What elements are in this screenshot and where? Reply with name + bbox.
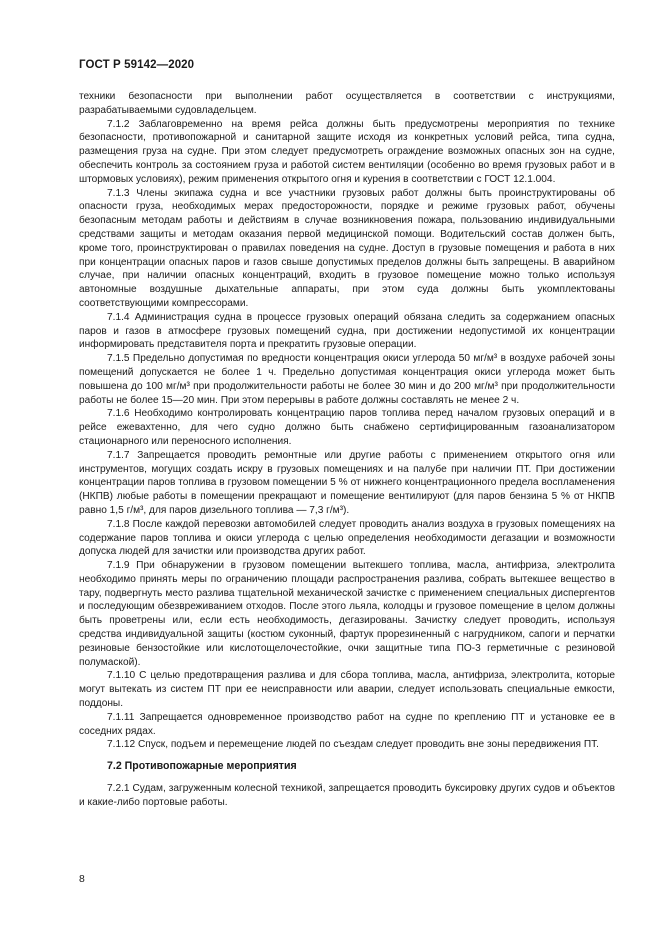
paragraph-continuation: техники безопасности при выполнении работ осуществляется в соответствии с инструкциями, разрабатываемыми судовладельцем. [79,91,615,116]
section-heading: 7.2 Противопожарные мероприятия [107,760,297,773]
paragraph-7-1-10: 7.1.10 С целью предотвращения разлива и для сбора топлива, масла, антифриза, электролита, которые могут вытекать из систем ПТ при ее неисправности или аварии, следует использовать специальные емкости, поддоны. [79,670,615,710]
paragraph-7-1-9: 7.1.9 При обнаружении в грузовом помещении вытекшего топлива, масла, антифриза, электролита необходимо принять меры по ограничению площади распространения разлива, собрать вытекшее вещество в тару, подвергнуть место разлива тщательной механической зачистке с применением специальных диспергентов и последующим обезвреживанием отходов. После этого льяла, колодцы и грузовое помещение в целом должны быть проветрены или, если есть необходимость, дегазированы. Зачистку следует проводить, используя средства индивидуальной защиты (костюм суконный, фартук прорезиненный с нагрудником, сапоги и перчатки резиновые бензостойкие или кислотощелочестойкие, очки защитные типа ПО-3 герметичные с резиновой полумаской). [79,560,615,668]
paragraph-7-2-1: 7.2.1 Судам, загруженным колесной техникой, запрещается проводить буксировку других судов и объектов и какие-либо портовые работы. [79,783,615,808]
paragraph-7-1-8: 7.1.8 После каждой перевозки автомобилей следует проводить анализ воздуха в грузовых помещениях на содержание паров топлива и окиси углерода с целью определения необходимости дегазации и возможности допуска людей для зачистки или производства других работ. [79,518,615,558]
paragraph-7-1-7: 7.1.7 Запрещается проводить ремонтные или другие работы с применением открытого огня или инструментов, могущих создать искру в грузовых помещениях и на палубе при наличии ПТ. При достижении концентрации паров топлива в грузовом помещении 5 % от нижнего концентрационного предела воспламенения (НКПВ) любые работы в помещении прекращают и помещение вентилируют (для паров бензина 5 % от НКПВ равно 1,5 г/м³, для паров дизельного топлива — 7,3 г/м³). [79,449,615,516]
document-body [79,90,615,810]
paragraph-7-1-4: 7.1.4 Администрация судна в процессе грузовых операций обязана следить за содержанием опасных паров и газов в атмосфере грузовых помещений судна, при достижении недопустимой их концентрации информировать представителя порта и прекратить грузовые операции. [79,311,615,351]
paragraph-7-1-12: 7.1.12 Спуск, подъем и перемещение людей по съездам следует проводить вне зоны передвижения ПТ. [107,739,599,751]
paragraph-7-1-6: 7.1.6 Необходимо контролировать концентрацию паров топлива перед началом грузовых операций и в рейсе ежевахтенно, для чего судно должно быть снабжено сертифицированным газоанализатором стационарного или переносного исполнения. [79,408,615,447]
paragraph-7-1-2: 7.1.2 Заблаговременно на время рейса должны быть предусмотрены мероприятия по технике безопасности, противопожарной и санитарной защите исходя из конкретных условий рейса, типа судна, размещения груза на судне. При этом следует предусмотреть ограждение возможных опасных зон на судне, обеспечить контроль за состоянием груза и работой систем вентиляции (особенно во время грузовых работ и в штормовых условиях), режим применения открытого огня и курения в соответствии с ГОСТ 12.1.004. [79,118,615,185]
page-number: 8 [79,874,85,885]
paragraph-7-1-5: 7.1.5 Предельно допустимая по вредности концентрация окиси углерода 50 мг/м³ в воздухе рабочей зоны помещений допускается не более 1 ч. Предельно допустимая концентрация окиси углерода может быть повышена до 100 мг/м³ при продолжительности работы не более 30 мин и до 200 мг/м³ при продолжительности работы не более 15—20 мин. При этом перерывы в работе должны составлять не менее 2 ч. [79,353,615,406]
paragraph-7-1-3: 7.1.3 Члены экипажа судна и все участники грузовых работ должны быть проинструктированы об опасности груза, необходимых мерах предосторожности, порядке и режиме грузовых работ, обучены безопасным методам работы и действиям в случае возникновения пожара, пользованию индивидуальными средствами защиты и методам оказания первой медицинской помощи. Водительский состав должен быть, кроме того, проинструктирован о правилах поведения на судне. Доступ в грузовые помещения и работа в них при концентрации опасных паров и газов свыше допустимых пределов должны быть запрещены. В аварийном случае, при наличии опасных концентраций, входить в грузовое помещение можно только используя автономные воздушные дыхательные аппараты, при этом суда должны быть укомплектованы соответствующими компрессорами. [79,187,615,309]
document-header: ГОСТ Р 59142—2020 [79,59,195,71]
paragraph-7-1-11: 7.1.11 Запрещается одновременное производство работ на судне по креплению ПТ и установке ее в соседних рядах. [79,711,615,737]
